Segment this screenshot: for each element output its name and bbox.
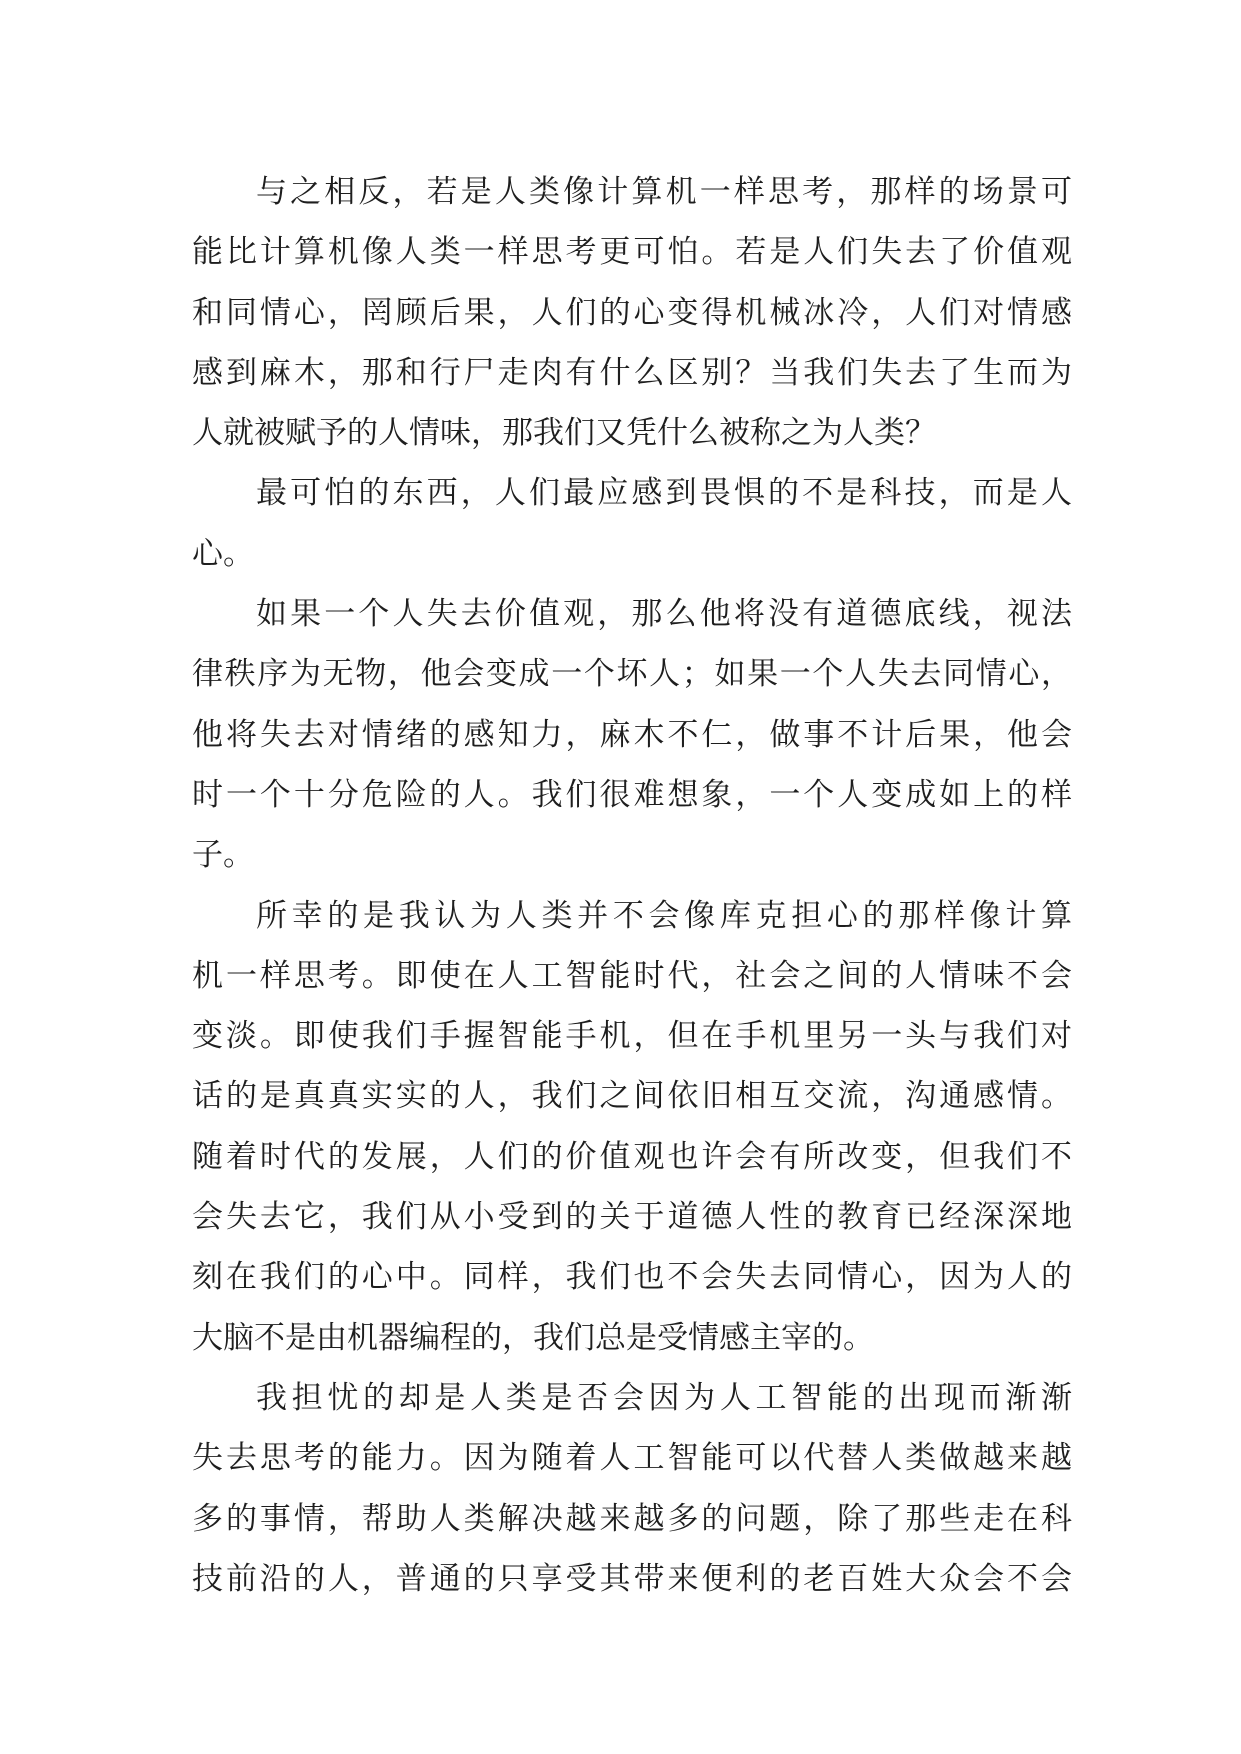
paragraph-3-line-3: 他将失去对情绪的感知力，麻木不仁，做事不计后果，他会 [192, 716, 1072, 753]
paragraph-4-line-8: 大脑不是由机器编程的，我们总是受情感主宰的。 [192, 1319, 874, 1356]
paragraph-3-line-4: 时一个十分危险的人。我们很难想象，一个人变成如上的样 [192, 776, 1072, 813]
paragraph-2-line-1: 最可怕的东西，人们最应感到畏惧的不是科技，而是人 [256, 475, 1072, 512]
paragraph-1-line-2: 能比计算机像人类一样思考更可怕。若是人们失去了价值观 [192, 234, 1072, 271]
paragraph-5-line-3: 多的事情，帮助人类解决越来越多的问题，除了那些走在科 [192, 1500, 1072, 1537]
paragraph-4-line-7: 刻在我们的心中。同样，我们也不会失去同情心，因为人的 [192, 1259, 1072, 1296]
paragraph-5-line-4: 技前沿的人，普通的只享受其带来便利的老百姓大众会不会 [192, 1560, 1072, 1597]
paragraph-1-line-4: 感到麻木，那和行尸走肉有什么区别？当我们失去了生而为 [192, 354, 1072, 391]
paragraph-1-line-5: 人就被赋予的人情味，那我们又凭什么被称之为人类？ [192, 415, 936, 452]
paragraph-5-line-2: 失去思考的能力。因为随着人工智能可以代替人类做越来越 [192, 1440, 1072, 1477]
paragraph-4-line-1: 所幸的是我认为人类并不会像库克担心的那样像计算 [256, 897, 1072, 934]
paragraph-3-line-2: 律秩序为无物，他会变成一个坏人；如果一个人失去同情心， [192, 656, 1072, 693]
paragraph-4-line-2: 机一样思考。即使在人工智能时代，社会之间的人情味不会 [192, 957, 1072, 994]
paragraph-4-line-3: 变淡。即使我们手握智能手机，但在手机里另一头与我们对 [192, 1018, 1072, 1055]
paragraph-3-line-5: 子。 [192, 837, 254, 874]
document-body [192, 162, 1072, 1609]
paragraph-3-line-1: 如果一个人失去价值观，那么他将没有道德底线，视法 [256, 596, 1072, 633]
paragraph-4-line-5: 随着时代的发展，人们的价值观也许会有所改变，但我们不 [192, 1138, 1072, 1175]
paragraph-4-line-6: 会失去它，我们从小受到的关于道德人性的教育已经深深地 [192, 1199, 1072, 1236]
paragraph-1-line-3: 和同情心，罔顾后果，人们的心变得机械冰冷，人们对情感 [192, 294, 1072, 331]
paragraph-5-line-1: 我担忧的却是人类是否会因为人工智能的出现而渐渐 [256, 1379, 1072, 1416]
paragraph-2-line-2: 心。 [192, 535, 254, 572]
paragraph-1-line-1: 与之相反，若是人类像计算机一样思考，那样的场景可 [256, 174, 1072, 210]
paragraph-4-line-4: 话的是真真实实的人，我们之间依旧相互交流，沟通感情。 [192, 1078, 1072, 1115]
